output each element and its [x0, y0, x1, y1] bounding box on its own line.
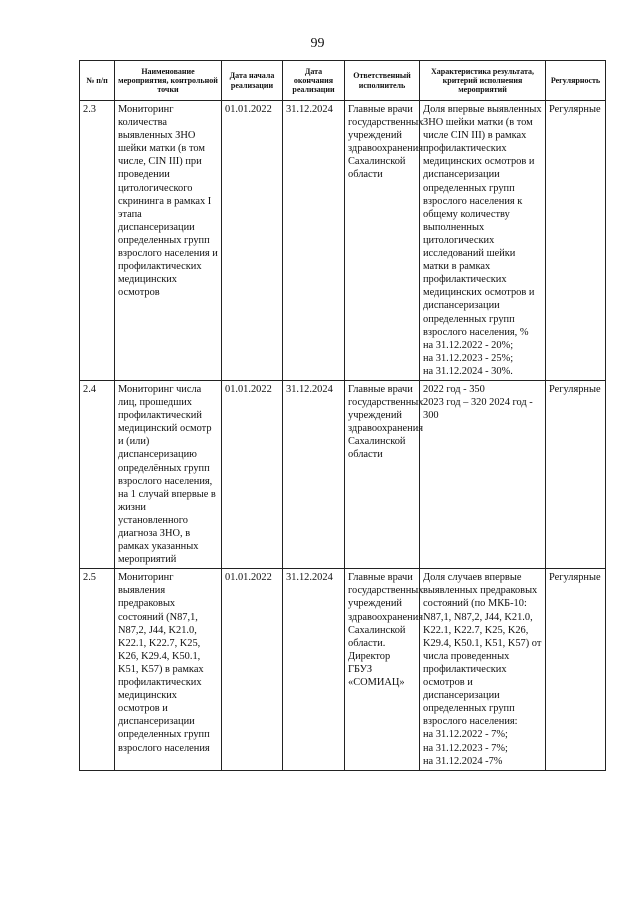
row-result: 2022 год - 350 2023 год – 320 2024 год - 300	[420, 380, 546, 568]
row-name: Мониторинг количества выявленных ЗНО шейки матки (в том числе, CIN III) при проведении цитологического скрининга в рамках I этапа диспансеризации определенных групп взрослого населения и профилактических медицинских осмотров	[115, 101, 222, 381]
table-row	[80, 101, 606, 381]
header-name: Наименование мероприятия, контрольной точки	[115, 61, 222, 101]
header-start: Дата начала реализации	[222, 61, 283, 101]
row-start-date: 01.01.2022	[222, 380, 283, 568]
row-number: 2.3	[80, 101, 115, 381]
row-executor: Главные врачи государственных учреждений здравоохранения Сахалинской области. Директор ГБУЗ «СОМИАЦ»	[345, 569, 420, 770]
row-result: Доля случаев впервые выявленных предраковых состояний (по МКБ-10: N87,1, N87,2, J44, K21.0, K22.1, K22.7, K25, K26, K29.4, K50.1, K51, K57) от числа проведенных профилактических осмотров и диспансеризации определенных групп взрослого населения: на 31.12.2022 - 7%; на 31.12.2023 - 7%; на 31.12.2024 -7%	[420, 569, 546, 770]
table-header-row	[80, 61, 606, 101]
row-start-date: 01.01.2022	[222, 569, 283, 770]
header-result: Характеристика результата, критерий исполнения мероприятий	[420, 61, 546, 101]
header-end: Дата окончания реализации	[283, 61, 345, 101]
row-regularity: Регулярные	[546, 101, 606, 381]
row-end-date: 31.12.2024	[283, 569, 345, 770]
row-name: Мониторинг числа лиц, прошедших профилактический медицинский осмотр и (или) диспансеризацию определённых групп взрослого населения, на 1 случай впервые в жизни установленного диагноза ЗНО, в рамках указанных мероприятий	[115, 380, 222, 568]
row-end-date: 31.12.2024	[283, 380, 345, 568]
row-number: 2.4	[80, 380, 115, 568]
row-result: Доля впервые выявленных ЗНО шейки матки (в том числе CIN III) в рамках профилактических медицинских осмотров и диспансеризации определенных групп взрослого населения к общему количеству выполненных цитологических исследований шейки матки в рамках профилактических медицинских осмотров и диспансеризации определенных групп взрослого населения, % на 31.12.2022 - 20%; на 31.12.2023 - 25%; на 31.12.2024 - 30%.	[420, 101, 546, 381]
activities-table	[79, 60, 606, 771]
table-row	[80, 380, 606, 568]
row-name: Мониторинг выявления предраковых состояний (N87,1, N87,2, J44, K21.0, K22.1, K22.7, K25, K26, K29.4, K50.1, K51, K57) в рамках профилактических медицинских осмотров и диспансеризации определенных групп взрослого населения	[115, 569, 222, 770]
table-row	[80, 569, 606, 770]
row-start-date: 01.01.2022	[222, 101, 283, 381]
page-number: 99	[310, 36, 325, 51]
row-end-date: 31.12.2024	[283, 101, 345, 381]
row-executor: Главные врачи государственных учреждений здравоохранения Сахалинской области	[345, 380, 420, 568]
row-regularity: Регулярные	[546, 569, 606, 770]
header-num: № п/п	[80, 61, 115, 101]
row-executor: Главные врачи государственных учреждений здравоохранения Сахалинской области	[345, 101, 420, 381]
header-executor: Ответственный исполнитель	[345, 61, 420, 101]
row-regularity: Регулярные	[546, 380, 606, 568]
header-regularity: Регулярность	[546, 61, 606, 101]
row-number: 2.5	[80, 569, 115, 770]
